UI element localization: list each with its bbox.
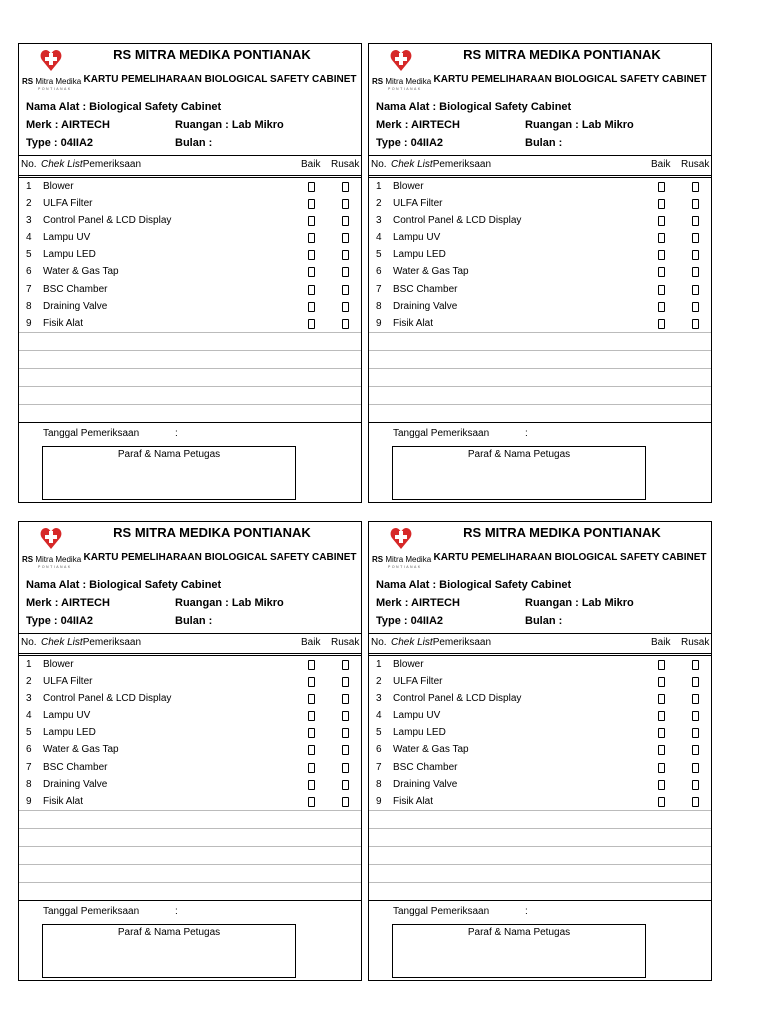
baik-checkbox[interactable] bbox=[308, 763, 315, 773]
equipment-info bbox=[19, 579, 361, 633]
col-no: No. bbox=[21, 637, 37, 648]
checklist-row bbox=[369, 690, 711, 707]
item-number: 8 bbox=[376, 778, 382, 790]
col-checklist: Chek List Pemeriksaan bbox=[391, 159, 492, 170]
signature-box[interactable] bbox=[42, 446, 296, 500]
logo-tagline: PONTIANAK bbox=[388, 565, 422, 569]
item-name: Draining Valve bbox=[43, 300, 108, 312]
item-name: Draining Valve bbox=[393, 300, 458, 312]
item-name: Blower bbox=[43, 659, 74, 670]
signature-label: Paraf & Nama Petugas bbox=[117, 926, 221, 938]
rusak-checkbox[interactable] bbox=[692, 319, 699, 329]
item-name: Fisik Alat bbox=[43, 795, 84, 807]
col-rusak: Rusak bbox=[331, 159, 360, 170]
col-checklist: Chek List Pemeriksaan bbox=[391, 637, 492, 648]
logo-text: RS Mitra Medika bbox=[22, 77, 82, 86]
rusak-checkbox[interactable] bbox=[342, 182, 349, 192]
logo-tagline: PONTIANAK bbox=[38, 87, 72, 91]
baik-checkbox[interactable] bbox=[658, 216, 665, 226]
ruangan: Ruangan : Lab Mikro bbox=[175, 119, 284, 131]
rusak-checkbox[interactable] bbox=[342, 694, 349, 704]
table-header bbox=[369, 633, 711, 656]
logo-text: RS Mitra Medika bbox=[22, 555, 82, 564]
item-number: 2 bbox=[26, 198, 32, 210]
item-number: 7 bbox=[26, 761, 32, 773]
item-number: 8 bbox=[376, 300, 382, 312]
baik-checkbox[interactable] bbox=[658, 250, 665, 260]
item-number: 1 bbox=[376, 659, 382, 670]
checklist-row bbox=[19, 315, 361, 332]
item-name: ULFA Filter bbox=[393, 676, 443, 688]
checklist-row bbox=[19, 690, 361, 707]
item-name: Water & Gas Tap bbox=[43, 266, 119, 278]
empty-row[interactable] bbox=[369, 332, 711, 351]
baik-checkbox[interactable] bbox=[308, 250, 315, 260]
col-baik: Baik bbox=[651, 159, 671, 170]
item-number: 5 bbox=[376, 727, 382, 739]
checklist-row bbox=[369, 178, 711, 195]
rusak-checkbox[interactable] bbox=[342, 250, 349, 260]
tanggal-colon: : bbox=[175, 905, 178, 917]
item-number: 4 bbox=[376, 232, 382, 244]
rusak-checkbox[interactable] bbox=[342, 797, 349, 807]
checklist-row bbox=[19, 656, 361, 673]
checklist-row bbox=[19, 707, 361, 724]
col-baik: Baik bbox=[301, 637, 321, 648]
baik-checkbox[interactable] bbox=[658, 285, 665, 295]
item-name: Lampu UV bbox=[43, 710, 91, 722]
item-name: Water & Gas Tap bbox=[393, 744, 469, 756]
merk: Merk : AIRTECH bbox=[376, 119, 460, 131]
rusak-checkbox[interactable] bbox=[692, 267, 699, 277]
checklist-row bbox=[19, 776, 361, 793]
card-title: KARTU PEMELIHARAAN BIOLOGICAL SAFETY CABINET bbox=[433, 74, 707, 85]
tanggal-label: Tanggal Pemeriksaan bbox=[43, 427, 140, 439]
rusak-checkbox[interactable] bbox=[692, 285, 699, 295]
item-name: Lampu LED bbox=[393, 249, 446, 261]
ruangan: Ruangan : Lab Mikro bbox=[175, 597, 284, 609]
empty-row[interactable] bbox=[19, 847, 361, 865]
baik-checkbox[interactable] bbox=[308, 302, 315, 312]
card-header bbox=[19, 44, 361, 101]
empty-row[interactable] bbox=[369, 829, 711, 847]
rusak-checkbox[interactable] bbox=[342, 199, 349, 209]
item-name: BSC Chamber bbox=[43, 761, 108, 773]
item-number: 6 bbox=[26, 744, 32, 756]
item-number: 9 bbox=[376, 317, 382, 329]
checklist-row bbox=[369, 741, 711, 758]
rusak-checkbox[interactable] bbox=[692, 694, 699, 704]
item-name: Fisik Alat bbox=[393, 317, 434, 329]
nama-alat: Nama Alat : Biological Safety Cabinet bbox=[376, 579, 572, 591]
equipment-info bbox=[19, 101, 361, 155]
checklist-row bbox=[369, 195, 711, 212]
item-number: 2 bbox=[376, 198, 382, 210]
rusak-checkbox[interactable] bbox=[342, 319, 349, 329]
table-header bbox=[369, 155, 711, 178]
baik-checkbox[interactable] bbox=[658, 797, 665, 807]
checklist-row bbox=[19, 195, 361, 212]
logo-tagline: PONTIANAK bbox=[38, 565, 72, 569]
nama-alat: Nama Alat : Biological Safety Cabinet bbox=[26, 579, 222, 591]
ruangan: Ruangan : Lab Mikro bbox=[525, 597, 634, 609]
checklist-rows bbox=[369, 656, 711, 901]
col-checklist: Chek List Pemeriksaan bbox=[41, 159, 142, 170]
col-no: No. bbox=[371, 159, 387, 170]
item-number: 6 bbox=[376, 744, 382, 756]
hospital-name: RS MITRA MEDIKA PONTIANAK bbox=[113, 525, 311, 540]
item-name: Water & Gas Tap bbox=[393, 266, 469, 278]
rusak-checkbox[interactable] bbox=[342, 285, 349, 295]
logo-tagline: PONTIANAK bbox=[388, 87, 422, 91]
item-name: Fisik Alat bbox=[393, 795, 434, 807]
checklist-row bbox=[19, 281, 361, 298]
item-number: 6 bbox=[376, 266, 382, 278]
item-number: 3 bbox=[26, 693, 32, 705]
rusak-checkbox[interactable] bbox=[692, 660, 699, 670]
item-name: Blower bbox=[393, 659, 424, 670]
hospital-name: RS MITRA MEDIKA PONTIANAK bbox=[113, 47, 311, 62]
item-name: BSC Chamber bbox=[393, 283, 458, 295]
rusak-checkbox[interactable] bbox=[692, 745, 699, 755]
baik-checkbox[interactable] bbox=[658, 660, 665, 670]
rusak-checkbox[interactable] bbox=[342, 745, 349, 755]
baik-checkbox[interactable] bbox=[658, 199, 665, 209]
rusak-checkbox[interactable] bbox=[692, 728, 699, 738]
tanggal-colon: : bbox=[175, 427, 178, 439]
hospital-name: RS MITRA MEDIKA PONTIANAK bbox=[463, 47, 661, 62]
baik-checkbox[interactable] bbox=[658, 711, 665, 721]
bulan: Bulan : bbox=[175, 137, 213, 149]
maintenance-card bbox=[18, 521, 362, 981]
empty-row[interactable] bbox=[19, 829, 361, 847]
item-name: Water & Gas Tap bbox=[43, 744, 119, 756]
empty-row[interactable] bbox=[19, 332, 361, 351]
rusak-checkbox[interactable] bbox=[342, 728, 349, 738]
checklist-rows bbox=[19, 656, 361, 901]
checklist-row bbox=[369, 298, 711, 315]
maintenance-card bbox=[368, 43, 712, 503]
col-no: No. bbox=[371, 637, 387, 648]
rusak-checkbox[interactable] bbox=[342, 711, 349, 721]
type: Type : 04IIA2 bbox=[26, 137, 94, 149]
baik-checkbox[interactable] bbox=[658, 763, 665, 773]
checklist-rows bbox=[19, 178, 361, 423]
item-name: Control Panel & LCD Display bbox=[43, 693, 172, 705]
checklist-row bbox=[19, 212, 361, 229]
baik-checkbox[interactable] bbox=[658, 233, 665, 243]
checklist-row bbox=[19, 793, 361, 810]
rusak-checkbox[interactable] bbox=[342, 677, 349, 687]
checklist-row bbox=[19, 246, 361, 263]
checklist-row bbox=[19, 741, 361, 758]
col-rusak: Rusak bbox=[681, 637, 710, 648]
item-number: 5 bbox=[26, 249, 32, 261]
card-title: KARTU PEMELIHARAAN BIOLOGICAL SAFETY CABINET bbox=[83, 552, 357, 563]
rusak-checkbox[interactable] bbox=[342, 216, 349, 226]
empty-row[interactable] bbox=[369, 369, 711, 387]
item-name: Blower bbox=[393, 181, 424, 192]
col-rusak: Rusak bbox=[681, 159, 710, 170]
empty-row[interactable] bbox=[19, 351, 361, 369]
empty-row[interactable] bbox=[369, 865, 711, 883]
item-number: 3 bbox=[376, 215, 382, 227]
tanggal-colon: : bbox=[525, 905, 528, 917]
baik-checkbox[interactable] bbox=[308, 199, 315, 209]
empty-row[interactable] bbox=[19, 369, 361, 387]
baik-checkbox[interactable] bbox=[658, 302, 665, 312]
hospital-name: RS MITRA MEDIKA PONTIANAK bbox=[463, 525, 661, 540]
item-number: 1 bbox=[26, 181, 32, 192]
checklist-row bbox=[369, 776, 711, 793]
tanggal-label: Tanggal Pemeriksaan bbox=[393, 427, 490, 439]
bulan: Bulan : bbox=[175, 615, 213, 627]
baik-checkbox[interactable] bbox=[658, 728, 665, 738]
empty-row[interactable] bbox=[19, 810, 361, 829]
item-number: 7 bbox=[26, 283, 32, 295]
checklist-row bbox=[19, 298, 361, 315]
item-name: ULFA Filter bbox=[43, 198, 93, 210]
item-name: Fisik Alat bbox=[43, 317, 84, 329]
rusak-checkbox[interactable] bbox=[342, 780, 349, 790]
col-rusak: Rusak bbox=[331, 637, 360, 648]
checklist-row bbox=[369, 707, 711, 724]
logo-text: RS Mitra Medika bbox=[372, 555, 432, 564]
item-number: 9 bbox=[26, 317, 32, 329]
baik-checkbox[interactable] bbox=[308, 285, 315, 295]
rusak-checkbox[interactable] bbox=[342, 660, 349, 670]
baik-checkbox[interactable] bbox=[308, 797, 315, 807]
card-header bbox=[369, 44, 711, 101]
tanggal-colon: : bbox=[525, 427, 528, 439]
item-number: 5 bbox=[26, 727, 32, 739]
rusak-checkbox[interactable] bbox=[692, 199, 699, 209]
rusak-checkbox[interactable] bbox=[692, 302, 699, 312]
item-name: Control Panel & LCD Display bbox=[43, 215, 172, 227]
rusak-checkbox[interactable] bbox=[342, 763, 349, 773]
baik-checkbox[interactable] bbox=[308, 694, 315, 704]
baik-checkbox[interactable] bbox=[308, 319, 315, 329]
checklist-row bbox=[369, 656, 711, 673]
baik-checkbox[interactable] bbox=[308, 711, 315, 721]
baik-checkbox[interactable] bbox=[308, 233, 315, 243]
empty-row[interactable] bbox=[369, 847, 711, 865]
empty-row[interactable] bbox=[19, 865, 361, 883]
signature-label: Paraf & Nama Petugas bbox=[467, 926, 571, 938]
checklist-row bbox=[369, 673, 711, 690]
col-baik: Baik bbox=[651, 637, 671, 648]
item-number: 9 bbox=[26, 795, 32, 807]
checklist-row bbox=[19, 229, 361, 246]
item-number: 8 bbox=[26, 300, 32, 312]
empty-row[interactable] bbox=[19, 405, 361, 423]
item-name: Lampu UV bbox=[393, 710, 441, 722]
item-number: 8 bbox=[26, 778, 32, 790]
item-name: BSC Chamber bbox=[393, 761, 458, 773]
bulan: Bulan : bbox=[525, 615, 563, 627]
baik-checkbox[interactable] bbox=[658, 780, 665, 790]
rusak-checkbox[interactable] bbox=[342, 233, 349, 243]
empty-row[interactable] bbox=[369, 810, 711, 829]
baik-checkbox[interactable] bbox=[308, 780, 315, 790]
item-number: 1 bbox=[376, 181, 382, 192]
card-header bbox=[369, 522, 711, 579]
card-header bbox=[19, 522, 361, 579]
type: Type : 04IIA2 bbox=[26, 615, 94, 627]
item-name: BSC Chamber bbox=[43, 283, 108, 295]
rusak-checkbox[interactable] bbox=[692, 182, 699, 192]
item-number: 2 bbox=[26, 676, 32, 688]
nama-alat: Nama Alat : Biological Safety Cabinet bbox=[376, 101, 572, 113]
checklist-row bbox=[369, 793, 711, 810]
checklist-row bbox=[19, 724, 361, 741]
item-name: Lampu LED bbox=[43, 727, 96, 739]
checklist-rows bbox=[369, 178, 711, 423]
signature-label: Paraf & Nama Petugas bbox=[467, 448, 571, 460]
empty-row[interactable] bbox=[19, 883, 361, 901]
item-name: Control Panel & LCD Display bbox=[393, 693, 522, 705]
checklist-row bbox=[19, 178, 361, 195]
empty-row[interactable] bbox=[369, 883, 711, 901]
item-name: Control Panel & LCD Display bbox=[393, 215, 522, 227]
item-name: Lampu LED bbox=[393, 727, 446, 739]
item-number: 7 bbox=[376, 283, 382, 295]
baik-checkbox[interactable] bbox=[658, 319, 665, 329]
baik-checkbox[interactable] bbox=[308, 216, 315, 226]
item-name: Draining Valve bbox=[43, 778, 108, 790]
rusak-checkbox[interactable] bbox=[692, 711, 699, 721]
table-header bbox=[19, 633, 361, 656]
maintenance-card bbox=[18, 43, 362, 503]
baik-checkbox[interactable] bbox=[308, 745, 315, 755]
rusak-checkbox[interactable] bbox=[692, 780, 699, 790]
baik-checkbox[interactable] bbox=[658, 677, 665, 687]
rusak-checkbox[interactable] bbox=[692, 797, 699, 807]
tanggal-label: Tanggal Pemeriksaan bbox=[43, 905, 140, 917]
baik-checkbox[interactable] bbox=[658, 267, 665, 277]
checklist-row bbox=[19, 263, 361, 280]
item-name: Draining Valve bbox=[393, 778, 458, 790]
empty-row[interactable] bbox=[369, 387, 711, 405]
baik-checkbox[interactable] bbox=[308, 677, 315, 687]
maintenance-card bbox=[368, 521, 712, 981]
item-number: 4 bbox=[376, 710, 382, 722]
table-header bbox=[19, 155, 361, 178]
tanggal-label: Tanggal Pemeriksaan bbox=[393, 905, 490, 917]
card-title: KARTU PEMELIHARAAN BIOLOGICAL SAFETY CABINET bbox=[83, 74, 357, 85]
item-name: ULFA Filter bbox=[43, 676, 93, 688]
signature-box[interactable] bbox=[42, 924, 296, 978]
rusak-checkbox[interactable] bbox=[342, 267, 349, 277]
rusak-checkbox[interactable] bbox=[342, 302, 349, 312]
checklist-row bbox=[369, 724, 711, 741]
item-number: 3 bbox=[26, 215, 32, 227]
signature-box[interactable] bbox=[392, 924, 646, 978]
checklist-row bbox=[369, 759, 711, 776]
rusak-checkbox[interactable] bbox=[692, 763, 699, 773]
baik-checkbox[interactable] bbox=[308, 267, 315, 277]
card-title: KARTU PEMELIHARAAN BIOLOGICAL SAFETY CABINET bbox=[433, 552, 707, 563]
signature-label: Paraf & Nama Petugas bbox=[117, 448, 221, 460]
nama-alat: Nama Alat : Biological Safety Cabinet bbox=[26, 101, 222, 113]
empty-row[interactable] bbox=[369, 405, 711, 423]
baik-checkbox[interactable] bbox=[308, 660, 315, 670]
rusak-checkbox[interactable] bbox=[692, 250, 699, 260]
checklist-row bbox=[369, 246, 711, 263]
item-number: 2 bbox=[376, 676, 382, 688]
item-number: 4 bbox=[26, 710, 32, 722]
item-number: 9 bbox=[376, 795, 382, 807]
logo-text: RS Mitra Medika bbox=[372, 77, 432, 86]
item-name: Lampu UV bbox=[43, 232, 91, 244]
item-number: 7 bbox=[376, 761, 382, 773]
col-checklist: Chek List Pemeriksaan bbox=[41, 637, 142, 648]
checklist-row bbox=[369, 212, 711, 229]
rusak-checkbox[interactable] bbox=[692, 677, 699, 687]
checklist-row bbox=[369, 263, 711, 280]
equipment-info bbox=[369, 101, 711, 155]
checklist-row bbox=[19, 673, 361, 690]
item-name: Lampu LED bbox=[43, 249, 96, 261]
item-number: 4 bbox=[26, 232, 32, 244]
baik-checkbox[interactable] bbox=[658, 694, 665, 704]
empty-row[interactable] bbox=[19, 387, 361, 405]
item-name: Lampu UV bbox=[393, 232, 441, 244]
baik-checkbox[interactable] bbox=[658, 745, 665, 755]
col-baik: Baik bbox=[301, 159, 321, 170]
merk: Merk : AIRTECH bbox=[376, 597, 460, 609]
baik-checkbox[interactable] bbox=[308, 182, 315, 192]
checklist-row bbox=[369, 229, 711, 246]
checklist-row bbox=[369, 315, 711, 332]
bulan: Bulan : bbox=[525, 137, 563, 149]
item-number: 5 bbox=[376, 249, 382, 261]
baik-checkbox[interactable] bbox=[658, 182, 665, 192]
item-number: 3 bbox=[376, 693, 382, 705]
item-number: 1 bbox=[26, 659, 32, 670]
empty-row[interactable] bbox=[369, 351, 711, 369]
signature-box[interactable] bbox=[392, 446, 646, 500]
col-no: No. bbox=[21, 159, 37, 170]
checklist-row bbox=[369, 281, 711, 298]
ruangan: Ruangan : Lab Mikro bbox=[525, 119, 634, 131]
item-name: Blower bbox=[43, 181, 74, 192]
merk: Merk : AIRTECH bbox=[26, 597, 110, 609]
rusak-checkbox[interactable] bbox=[692, 216, 699, 226]
type: Type : 04IIA2 bbox=[376, 137, 444, 149]
item-name: ULFA Filter bbox=[393, 198, 443, 210]
item-number: 6 bbox=[26, 266, 32, 278]
merk: Merk : AIRTECH bbox=[26, 119, 110, 131]
type: Type : 04IIA2 bbox=[376, 615, 444, 627]
baik-checkbox[interactable] bbox=[308, 728, 315, 738]
checklist-row bbox=[19, 759, 361, 776]
equipment-info bbox=[369, 579, 711, 633]
rusak-checkbox[interactable] bbox=[692, 233, 699, 243]
